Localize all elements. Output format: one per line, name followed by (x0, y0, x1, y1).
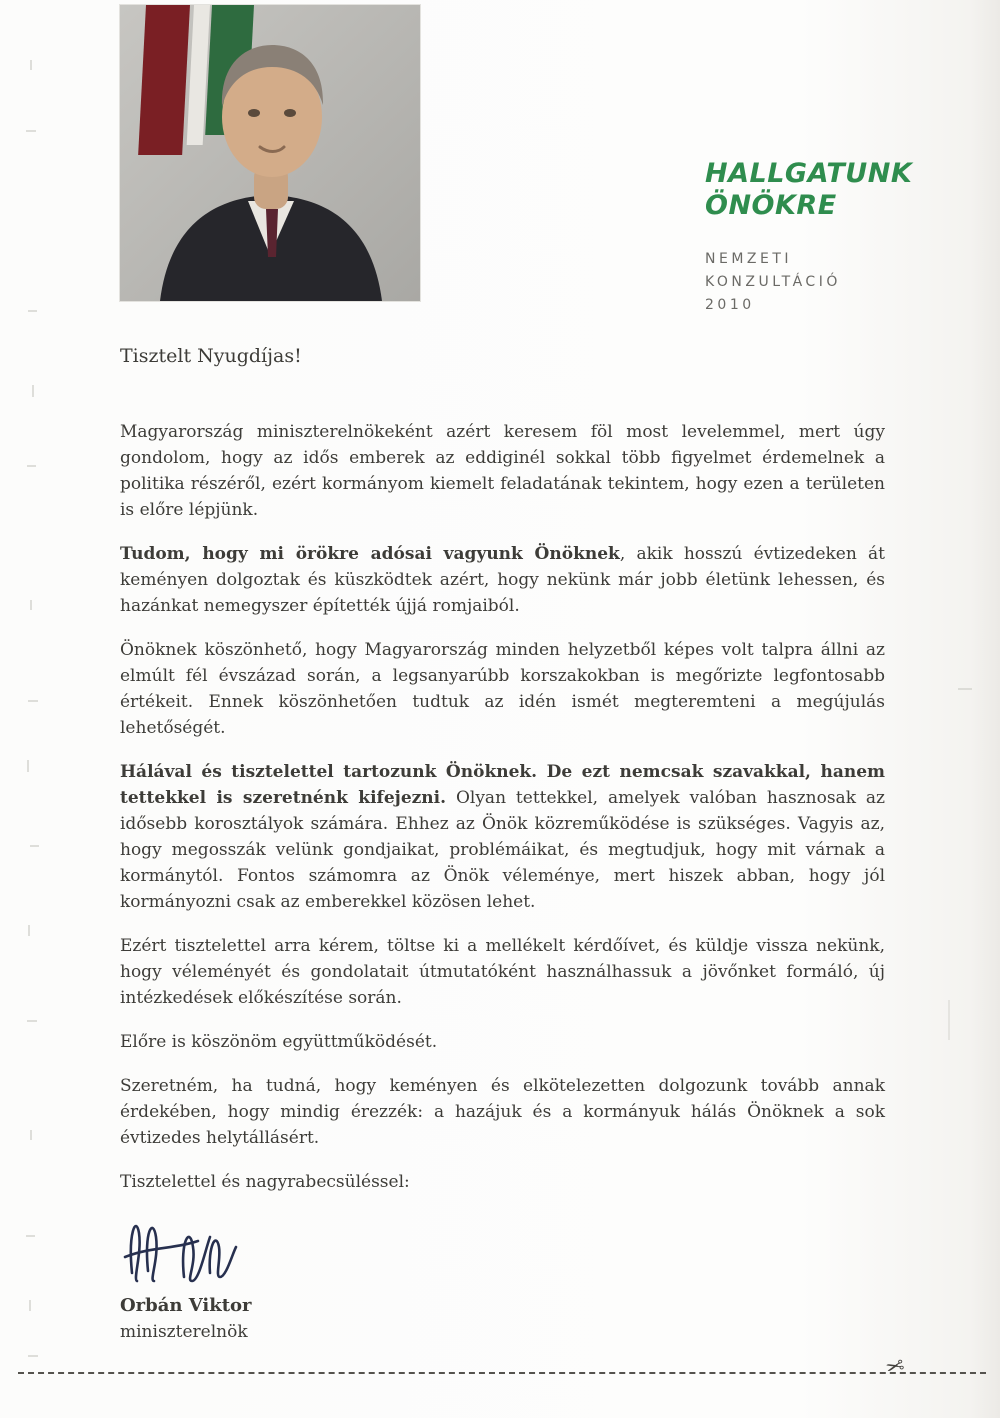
paragraph-5-text: Ezért tisztelettel arra kérem, töltse ki a mellékelt kérdőívet, és küldje vissza nekünk, hogy véleményét és gondolatait útmutatóként használhassuk a jövőnket formáló, új intézkedések előkészítése során. (120, 936, 885, 1008)
program-line-1: NEMZETI (705, 251, 793, 267)
campaign-logo (705, 158, 925, 317)
program-title (705, 248, 925, 317)
paragraph-3 (120, 637, 885, 741)
cut-line (18, 1372, 986, 1374)
salutation: Tisztelt Nyugdíjas! (120, 345, 302, 367)
paragraph-2 (120, 541, 885, 619)
signer-name: Orbán Viktor (120, 1295, 252, 1316)
portrait-photo-image (120, 5, 420, 301)
paragraph-6-text: Előre is köszönöm együttműködését. (120, 1032, 438, 1052)
paragraph-2-text: , akik hosszú évtizedeken át keményen dolgoztak és küszködtek azért, hogy nekünk már jobb életünk lehessen, és hazánkat nemegyszer építették újjá romjaiból. (120, 544, 886, 616)
signature (122, 1207, 242, 1285)
program-line-2: KONZULTÁCIÓ (705, 274, 841, 290)
scissors-icon: ✂ (883, 1353, 908, 1382)
paragraph-1-text: Magyarország miniszterelnökeként azért keresem föl most levelemmel, mert úgy gondolom, hogy az idős emberek az eddiginél sokkal több figyelmet érdemelnek a politika részéről, ezért kormányom kiemelt feladatának tekintem, hogy ezen a területen is előre lépjünk. (120, 422, 885, 520)
logo-line-1: HALLGATUNK (705, 158, 913, 189)
paragraph-4-text: Olyan tettekkel, amelyek valóban hasznosak az idősebb korosztályok számára. Ehhez az Önök közreműködése is szükséges. Vagyis az, hogy megosszák velünk gondjaikat, problémáikat, és megtudjuk, hogy mit várnak a kormánytól. Fontos számomra az Önök véleménye, mert hiszek abban, hogy jól kormányozni csak az emberekkel közösen lehet. (120, 788, 886, 912)
program-line-3: 2010 (705, 297, 755, 313)
logo-line-2: ÖNÖKRE (705, 190, 837, 221)
paragraph-5 (120, 933, 885, 1011)
paragraph-1 (120, 419, 885, 523)
paragraph-4 (120, 759, 885, 915)
paragraph-7 (120, 1073, 885, 1151)
paragraph-7-text: Szeretném, ha tudná, hogy keményen és elkötelezetten dolgozunk tovább annak érdekében, hogy mindig érezzék: a hazájuk és a kormányuk hálás Önöknek a sok évtizedes helytállásért. (120, 1076, 885, 1148)
letter-body (120, 345, 885, 1345)
paragraph-2-bold: Tudom, hogy mi örökre adósai vagyunk Önöknek (120, 544, 620, 564)
signer-title: miniszterelnök (120, 1322, 248, 1342)
portrait-photo (120, 5, 420, 301)
closing-line: Tisztelettel és nagyrabecsüléssel: (120, 1172, 410, 1192)
paragraph-6 (120, 1029, 885, 1055)
paragraph-3-text: Önöknek köszönhető, hogy Magyarország minden helyzetből képes volt talpra állni az elmúlt fél évszázad során, a legsanyarúbb korszakokban is megőrizte legfontosabb értékeit. Ennek köszönhetően tudtuk az idén ismét megteremteni a megújulás lehetőségét. (120, 640, 885, 738)
paragraph-4-bold: Hálával és tisztelettel tartozunk Önöknek. De ezt nemcsak szavakkal, hanem tettekkel is szeretnénk kifejezni. (120, 762, 885, 808)
